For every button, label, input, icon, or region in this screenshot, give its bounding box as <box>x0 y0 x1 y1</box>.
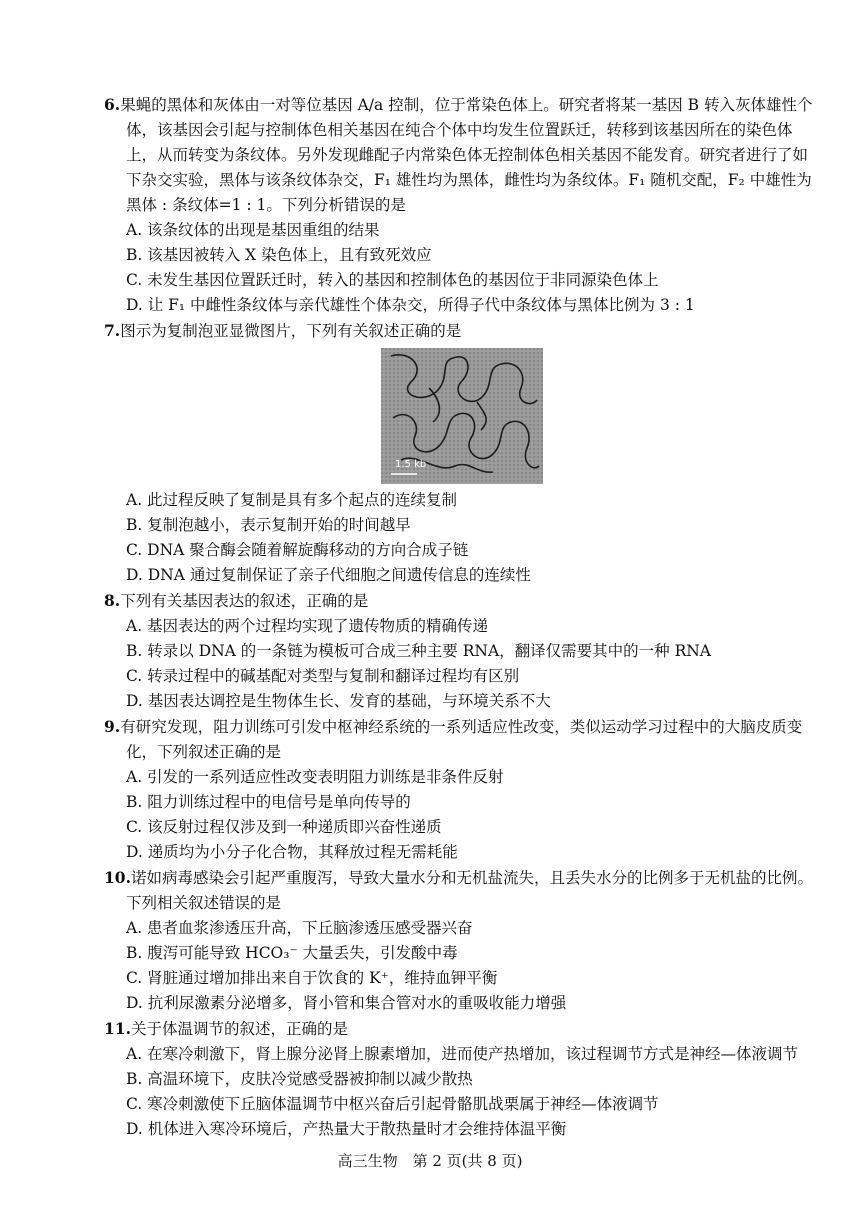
question-stem: 关于体温调节的叙述，正确的是 <box>130 1020 348 1038</box>
question-number: 9. <box>104 717 121 736</box>
option-b: B. 高温环境下，皮肤冷觉感受器被抑制以减少散热 <box>126 1070 473 1088</box>
question-11 <box>104 1016 820 1142</box>
option-b: B. 腹泻可能导致 HCO₃⁻ 大量丢失，引发酸中毒 <box>126 944 458 962</box>
option-a: A. 在寒冷刺激下，肾上腺分泌肾上腺素增加，进而使产热增加，该过程调节方式是神经—体液调节 <box>126 1045 799 1063</box>
option-c: C. 寒冷刺激使下丘脑体温调节中枢兴奋后引起骨骼肌战栗属于神经—体液调节 <box>126 1095 659 1113</box>
option-a: A. 引发的一系列适应性改变表明阻力训练是非条件反射 <box>126 768 504 786</box>
option-d: D. 基因表达调控是生物体生长、发育的基础，与环境关系不大 <box>126 692 551 710</box>
question-stem: 有研究发现，阻力训练可引发中枢神经系统的一系列适应性改变，类似运动学习过程中的大脑皮质变化，下列叙述正确的是 <box>120 718 803 761</box>
question-stem: 下列有关基因表达的叙述，正确的是 <box>120 592 369 610</box>
option-b: B. 复制泡越小，表示复制开始的时间越早 <box>126 516 411 534</box>
option-b: B. 转录以 DNA 的一条链为模板可合成三种主要 RNA，翻译仅需要其中的一种 RNA <box>126 642 711 660</box>
replication-bubble-micrograph <box>381 348 543 484</box>
option-d: D. 机体进入寒冷环境后，产热量大于散热量时才会维持体温平衡 <box>126 1120 567 1138</box>
question-number: 8. <box>104 591 121 610</box>
question-9 <box>104 714 820 865</box>
options-list <box>104 916 820 1016</box>
question-8 <box>104 588 820 714</box>
question-number: 7. <box>104 321 121 340</box>
option-c: C. 该反射过程仅涉及到一种递质即兴奋性递质 <box>126 818 442 836</box>
options-list <box>104 614 820 714</box>
option-a: A. 此过程反映了复制是具有多个起点的连续复制 <box>126 491 458 509</box>
question-stem: 果蝇的黑体和灰体由一对等位基因 A/a 控制，位于常染色体上。研究者将某一基因 B 转入灰体雄性个体，该基因会引起与控制体色相关基因在纯合个体中均发生位置跃迁，转移到该基因所在的染色体上，从而转变为条纹体。另外发现雌配子内常染色体无控制体色相关基因不能发育。研究者进行了如下杂交实验，黑体与该条纹体杂交，F₁ 雄性均为黑体，雌性均为条纹体。F₁ 随机交配，F₂ 中雄性为黑体 : 条纹体=1 : 1。下列分析错误的是 <box>120 96 813 214</box>
scale-bar-label: 1.5 kb <box>395 459 427 470</box>
option-d: D. DNA 通过复制保证了亲子代细胞之间遗传信息的连续性 <box>126 566 531 584</box>
option-d: D. 递质均为小分子化合物，其释放过程无需耗能 <box>126 843 458 861</box>
question-6 <box>104 92 820 318</box>
question-number: 6. <box>104 95 121 114</box>
option-c: C. 未发生基因位置跃迁时，转入的基因和控制体色的基因位于非同源染色体上 <box>126 271 659 289</box>
option-c: C. DNA 聚合酶会随着解旋酶移动的方向合成子链 <box>126 541 469 559</box>
question-number: 11. <box>104 1019 131 1038</box>
option-a: A. 基因表达的两个过程均实现了遗传物质的精确传递 <box>126 617 489 635</box>
options-list <box>104 765 820 865</box>
option-a: A. 该条纹体的出现是基因重组的结果 <box>126 221 380 239</box>
options-list <box>104 218 820 318</box>
option-c: C. 肾脏通过增加排出来自于饮食的 K⁺，维持血钾平衡 <box>126 969 498 987</box>
option-a: A. 患者血浆渗透压升高，下丘脑渗透压感受器兴奋 <box>126 919 473 937</box>
question-7 <box>104 318 820 588</box>
option-d: D. 抗利尿激素分泌增多，肾小管和集合管对水的重吸收能力增强 <box>126 994 567 1012</box>
page-footer: 高三生物 第 2 页(共 8 页) <box>337 1152 523 1170</box>
option-b: B. 该基因被转入 X 染色体上，且有致死效应 <box>126 246 432 264</box>
question-10 <box>104 865 820 1016</box>
option-c: C. 转录过程中的碱基配对类型与复制和翻译过程均有区别 <box>126 667 520 685</box>
options-list <box>104 488 820 588</box>
question-stem: 诺如病毒感染会引起严重腹泻，导致大量水分和无机盐流失，且丢失水分的比例多于无机盐的比例。下列相关叙述错误的是 <box>126 869 813 912</box>
question-stem: 图示为复制泡亚显微图片，下列有关叙述正确的是 <box>120 322 462 340</box>
options-list <box>104 1042 820 1142</box>
question-number: 10. <box>104 868 131 887</box>
option-d: D. 让 F₁ 中雌性条纹体与亲代雄性个体杂交，所得子代中条纹体与黑体比例为 3 : 1 <box>126 296 695 314</box>
option-b: B. 阻力训练过程中的电信号是单向传导的 <box>126 793 411 811</box>
